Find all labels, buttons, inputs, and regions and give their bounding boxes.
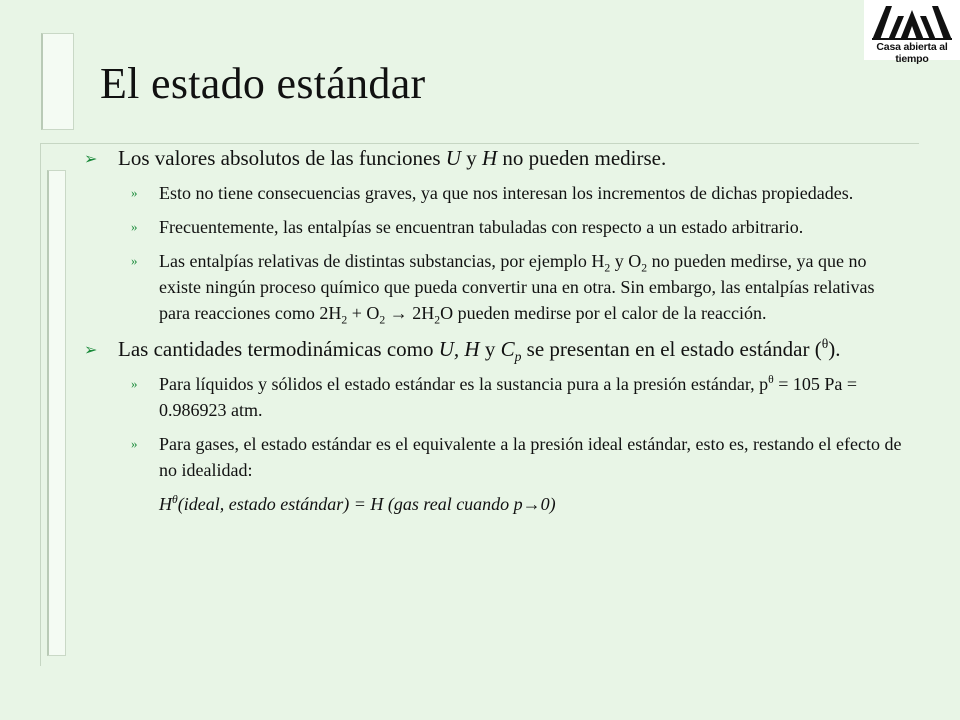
list-item: ➢ Los valores absolutos de las funciones U y H no pueden medirse. — [84, 145, 904, 172]
double-chevron-bullet-icon: » — [131, 185, 138, 200]
double-chevron-bullet-icon: » — [131, 436, 138, 451]
sub-list-item: » Para líquidos y sólidos el estado estándar es la sustancia pura a la presión estándar, $p^\theta = 105$ Pa = 0.986923 atm. — [131, 373, 858, 420]
uam-logo-icon — [872, 2, 952, 40]
arrow-bullet-icon: ➢ — [84, 342, 98, 359]
bullet-list — [84, 145, 904, 517]
title-accent-bar — [41, 33, 74, 130]
sub-list-item: » Esto no tiene consecuencias graves, ya que nos interesan los incrementos de dichas propiedades. — [84, 180, 904, 206]
slide-title: El estado estándar — [100, 59, 426, 108]
formula-line: $H^\theta(ideal$, estado estándar) = H (gas real cuando p→0) — [159, 493, 556, 514]
sub-list-item: » Las entalpías relativas de distintas substancias, por ejemplo $H_2$ y $O_2$ no pueden medirse, ya que no existe ningún proceso químico que pueda convertir una en otra. Sin embargo, las entalpías relativas para reacciones como $2H_2 + O_2 \to 2H_2O$ pueden medirse por el calor de la reacción. — [84, 248, 904, 326]
sub-list-item: » Frecuentemente, las entalpías se encuentran tabuladas con respecto a un estado arbitrario. — [84, 214, 904, 240]
double-chevron-bullet-icon: » — [131, 376, 138, 391]
logo-caption: Casa abierta al tiempo — [876, 41, 948, 65]
double-chevron-bullet-icon: » — [131, 253, 138, 268]
arrow-bullet-icon: ➢ — [84, 151, 98, 168]
double-chevron-bullet-icon: » — [131, 219, 138, 234]
sub-list-item: » Para gases, el estado estándar es el equivalente a la presión ideal estándar, esto es, restando el efecto de no idealidad: — [84, 431, 904, 483]
uam-logo — [864, 0, 960, 65]
body-accent-bar — [47, 170, 66, 656]
list-item: ➢ Las cantidades termodinámicas como U, H y $C_p$ se presentan en el estado estándar ($^\theta$). — [84, 336, 841, 365]
